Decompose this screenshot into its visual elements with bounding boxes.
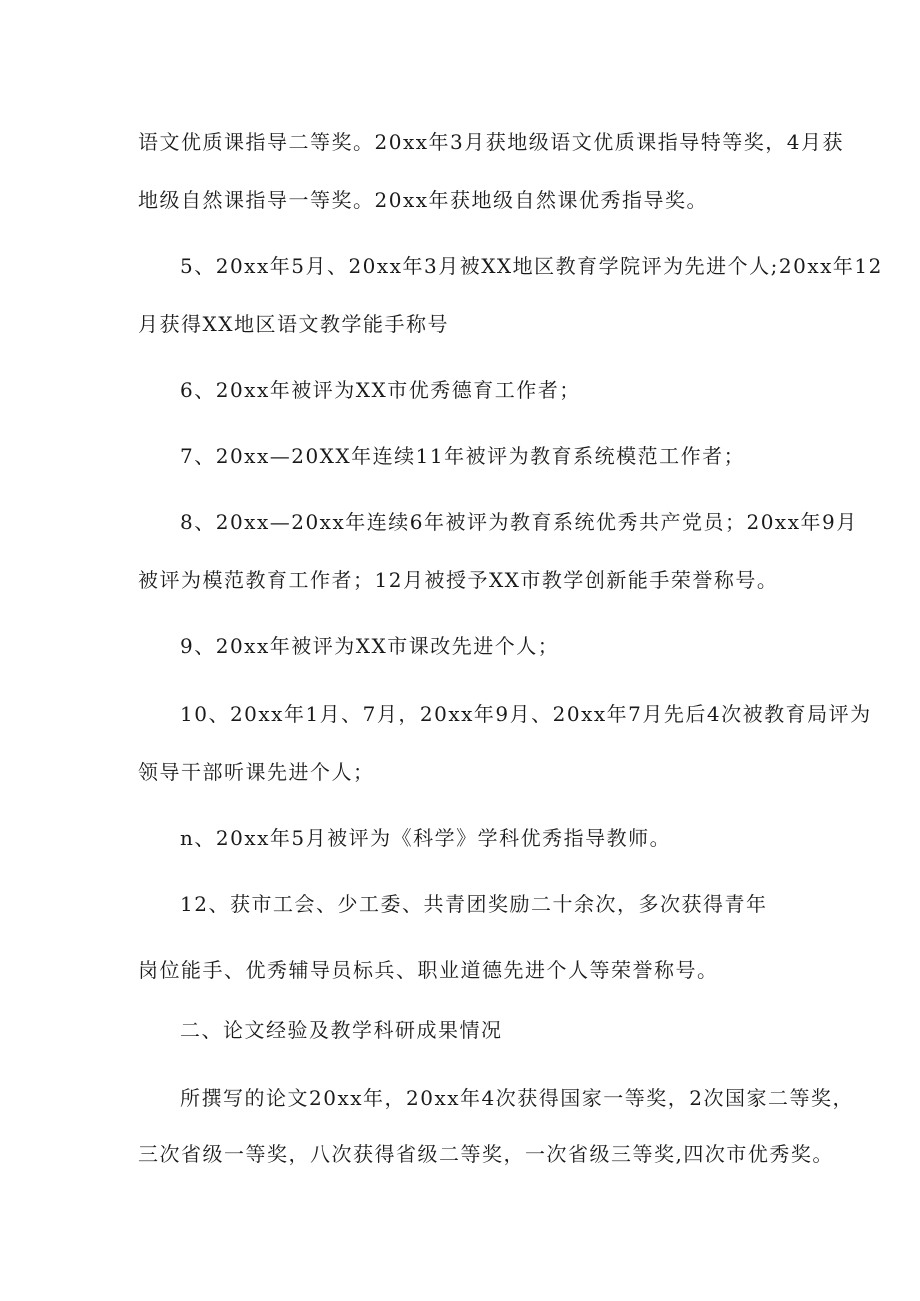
text-line: 5、20xx年5月、20xx年3月被XX地区教育学院评为先进个人;20xx年12 — [180, 254, 883, 278]
text-line: 岗位能手、优秀辅导员标兵、职业道德先进个人等荣誉称号。 — [138, 958, 719, 982]
text-line: 12、获市工会、少工委、共青团奖励二十余次，多次获得青年 — [180, 892, 768, 916]
section-heading: 二、论文经验及教学科研成果情况 — [180, 1018, 503, 1042]
text-line: 被评为模范教育工作者；12月被授予XX市教学创新能手荣誉称号。 — [138, 568, 779, 592]
text-line: 10、20xx年1月、7月，20xx年9月、20xx年7月先后4次被教育局评为 — [180, 702, 872, 726]
text-line: 语文优质课指导二等奖。20xx年3月获地级语文优质课指导特等奖，4月获 — [138, 130, 844, 154]
text-line: 领导干部听课先进个人； — [138, 760, 375, 784]
text-line: 所撰写的论文20xx年，20xx年4次获得国家一等奖，2次国家二等奖， — [180, 1086, 854, 1110]
text-line: 三次省级一等奖，八次获得省级二等奖，一次省级三等奖,四次市优秀奖。 — [138, 1142, 834, 1166]
text-line: 7、20xx—20XX年连续11年被评为教育系统模范工作者； — [180, 444, 746, 468]
text-line: 地级自然课指导一等奖。20xx年获地级自然课优秀指导奖。 — [138, 188, 709, 212]
text-line: 月获得XX地区语文教学能手称号 — [138, 312, 449, 336]
text-line: n、20xx年5月被评为《科学》学科优秀指导教师。 — [180, 826, 672, 850]
text-line: 9、20xx年被评为XX市课改先进个人； — [180, 634, 560, 658]
text-line: 8、20xx—20xx年连续6年被评为教育系统优秀共产党员；20xx年9月 — [180, 510, 858, 534]
text-line: 6、20xx年被评为XX市优秀德育工作者； — [180, 378, 581, 402]
